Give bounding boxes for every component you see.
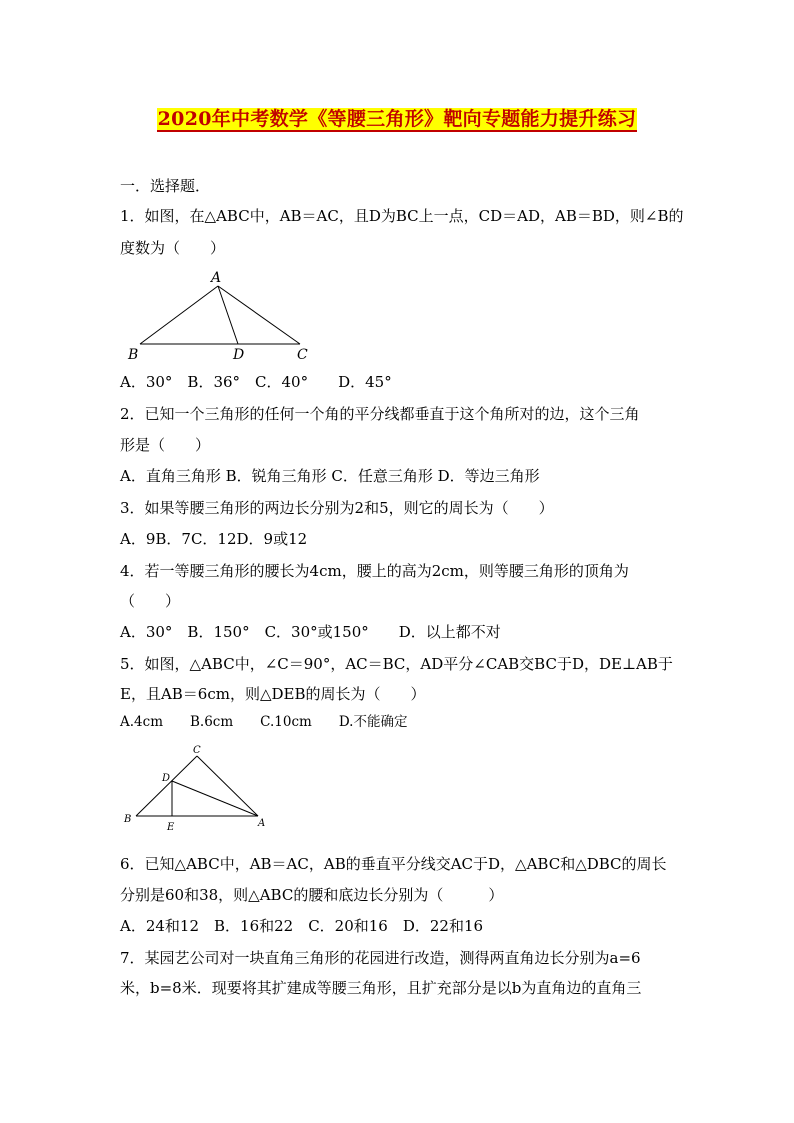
- q1-edge-ab: [140, 286, 218, 344]
- q5-label-a: A: [258, 818, 266, 829]
- q3-stem-line1: 3．如果等腰三角形的两边长分别为2和5，则它的周长为（ ）: [120, 499, 554, 517]
- q5-stem-line1: 5．如图，△ABC中，∠C＝90°，AC＝BC，AD平分∠CAB交BC于D，DE⊥AB于: [120, 655, 673, 673]
- document-title: [0, 104, 794, 131]
- q7-stem-line2: 米，b=8米．现要将其扩建成等腰三角形，且扩充部分是以b为直角边的直角三: [120, 979, 642, 997]
- q1-stem-line2: 度数为（ ）: [120, 239, 226, 257]
- q1-options: A．30° B．36° C．40° D．45°: [120, 373, 392, 391]
- q6-options: A．24和12 B．16和22 C．20和16 D．22和16: [120, 917, 484, 935]
- q1-stem-line1: 1．如图，在△ABC中，AB＝AC，且D为BC上一点，CD＝AD，AB＝BD，则∠B的: [120, 207, 684, 225]
- q2-options: A．直角三角形 B．锐角三角形 C．任意三角形 D．等边三角形: [120, 467, 540, 485]
- q7-stem-line1: 7．某园艺公司对一块直角三角形的花园进行改造，测得两直角边长分别为a=6: [120, 949, 641, 967]
- q2-stem-line2: 形是（ ）: [120, 436, 211, 454]
- q1-label-c: C: [297, 347, 308, 363]
- title-text: 2020年中考数学《等腰三角形》靶向专题能力提升练习: [157, 108, 637, 130]
- q5-edge-ca: [197, 756, 258, 816]
- q5-label-b: B: [124, 814, 132, 825]
- q5-stem-line2: E，且AB＝6cm，则△DEB的周长为（ ）: [120, 685, 426, 703]
- q4-stem-line2: （ ）: [120, 592, 181, 610]
- q1-edge-ad: [218, 286, 238, 344]
- q1-triangle-figure: [120, 268, 320, 364]
- q1-label-b: B: [128, 347, 139, 363]
- section-heading: 一．选择题．: [120, 177, 211, 195]
- q5-edge-bc: [136, 756, 197, 816]
- q5-edge-ad: [172, 781, 258, 816]
- q5-label-c: C: [193, 745, 201, 756]
- q5-label-e: E: [167, 822, 175, 833]
- q2-stem-line1: 2．已知一个三角形的任何一个角的平分线都垂直于这个角所对的边，这个三角: [120, 405, 640, 423]
- q1-label-d: D: [233, 347, 245, 363]
- q3-options: A．9B．7C．12D．9或12: [120, 530, 308, 548]
- q1-edge-ac: [218, 286, 300, 344]
- q5-options: A.4cm B.6cm C.10cm D.不能确定: [120, 714, 408, 730]
- q6-stem-line2: 分别是60和38，则△ABC的腰和底边长分别为（ ）: [120, 886, 504, 904]
- q4-stem-line1: 4．若一等腰三角形的腰长为4cm，腰上的高为2cm，则等腰三角形的顶角为: [120, 562, 629, 580]
- q6-stem-line1: 6．已知△ABC中，AB＝AC，AB的垂直平分线交AC于D，△ABC和△DBC的周长: [120, 855, 667, 873]
- q5-label-d: D: [162, 773, 171, 784]
- q5-triangle-figure: [120, 744, 280, 836]
- q4-options: A．30° B．150° C．30°或150° D．以上都不对: [120, 623, 501, 641]
- q1-label-a: A: [211, 270, 222, 286]
